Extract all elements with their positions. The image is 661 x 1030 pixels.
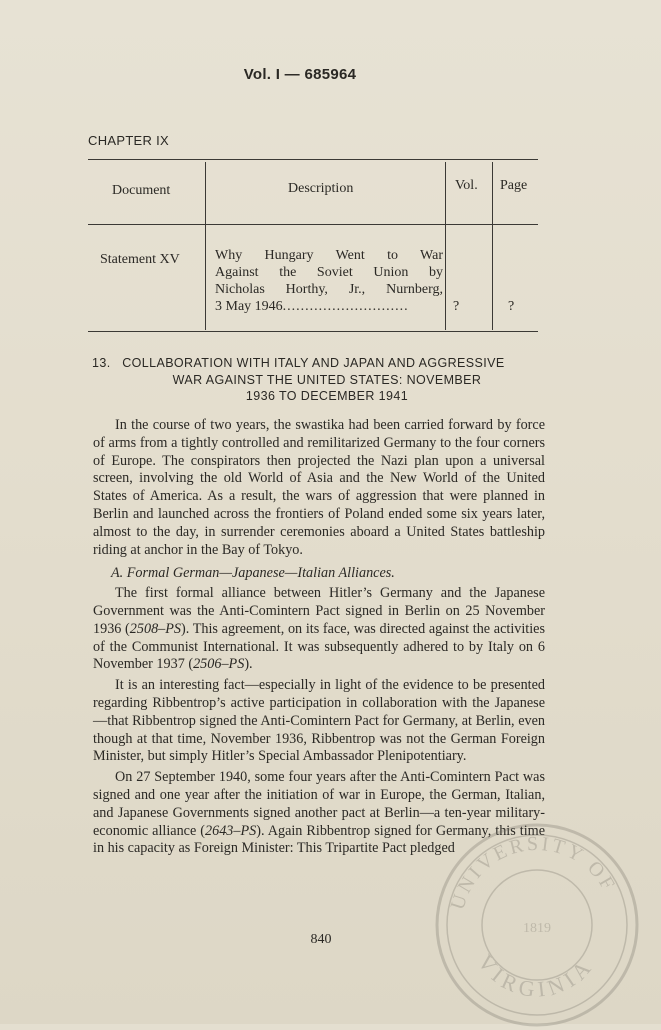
table-column-divider (492, 162, 493, 330)
chapter-heading: CHAPTER IX (88, 133, 170, 148)
paragraph (93, 585, 545, 674)
paragraph: In the course of two years, the swastika had been carried forward by force of arms from a tightly controlled and remilitarized Germany to the four corners of Europe. The conspirators then projected the Nazi plan upon a universal screen, involving the old World of Asia and the New World of the United States of America. As a result, the wars of aggression that were planned in Berlin and launched across the frontiers of Poland ended some six years later, almost to the day, in surrender ceremonies aboard a United States battleship riding at anchor in the Bay of Tokyo. (93, 417, 545, 558)
table-top-rule (88, 159, 538, 160)
header-vol: Vol. (455, 178, 478, 193)
section-heading (92, 355, 544, 405)
university-seal-watermark (432, 820, 642, 1030)
paragraph-text: ). Again Ribbentrop signed for Germany, this time in his capacity as Foreign Minister: This Tripartite Pact pledged (93, 822, 545, 857)
body-text (93, 417, 545, 861)
description-line: Why Hungary Went to War (215, 248, 443, 263)
paragraph-text: ). (244, 656, 253, 673)
section-heading-line (92, 355, 544, 372)
dot-leader: ............................ (282, 299, 409, 314)
header-document: Document (112, 183, 171, 198)
svg-text:1819: 1819 (523, 921, 551, 936)
cell-document: Statement XV (100, 252, 180, 267)
description-line: Against the Soviet Union by (215, 265, 443, 280)
document-reference: 2506–PS (193, 656, 245, 673)
section-heading-line: WAR AGAINST THE UNITED STATES: NOVEMBER (172, 372, 482, 387)
subsection-heading (93, 565, 545, 583)
svg-text:VIRGINIA: VIRGINIA (472, 949, 599, 1003)
paragraph-text: The first formal alliance between Hitler’s Germany and the Japanese Government was the Anti-Comintern Pact signed in Berlin on 25 November 1936 ( (93, 585, 545, 637)
page-number: 840 (310, 932, 332, 947)
document-table (88, 159, 538, 333)
cell-page: ? (508, 299, 515, 314)
cell-vol: ? (453, 299, 460, 314)
table-bottom-rule (88, 331, 538, 332)
section-title-text: COLLABORATION WITH ITALY AND JAPAN AND AGGRESSIVE (122, 356, 505, 370)
document-reference: 2508–PS (129, 620, 182, 637)
table-header-rule (88, 224, 538, 225)
description-last-text: 3 May 1946 (215, 299, 283, 314)
section-heading-line: 1936 TO DECEMBER 1941 (245, 389, 409, 403)
paragraph-text: ). This agreement, on its face, was directed against the activities of the Communist International. It was subsequently adhered to by Italy on 6 November 1937 ( (93, 620, 545, 673)
cell-description (215, 247, 443, 315)
section-number: 13. (92, 356, 111, 370)
svg-text:UNIVERSITY OF: UNIVERSITY OF (446, 832, 621, 913)
header-description: Description (288, 181, 354, 196)
running-head: Vol. I — 685964 (243, 66, 357, 83)
description-line (215, 298, 443, 315)
paragraph: It is an interesting fact—especially in light of the evidence to be presented regarding Ribbentrop’s active participation in collaboration with the Japanese—that Ribbentrop signed the Anti-Comintern Pact for Germany, at Berlin, even though at that time, November 1936, Ribbentrop was not the German Foreign Minister, but simply Hitler’s Special Ambassador Plenipotentiary. (93, 677, 545, 765)
description-line: Nicholas Horthy, Jr., Nurnberg, (215, 282, 443, 297)
header-page: Page (500, 178, 528, 193)
table-column-divider (205, 162, 206, 330)
subsection-heading-text: A. Formal German—Japanese—Italian Alliances. (111, 565, 395, 582)
paragraph-text: On 27 September 1940, some four years after the Anti-Comintern Pact was signed and one year after the initiation of war in Europe, the German, Italian, and Japanese Governments signed another pact at Berlin—a ten-year military-economic alliance ( (93, 769, 545, 839)
table-column-divider (445, 162, 446, 330)
document-reference: 2643–PS (205, 822, 257, 839)
